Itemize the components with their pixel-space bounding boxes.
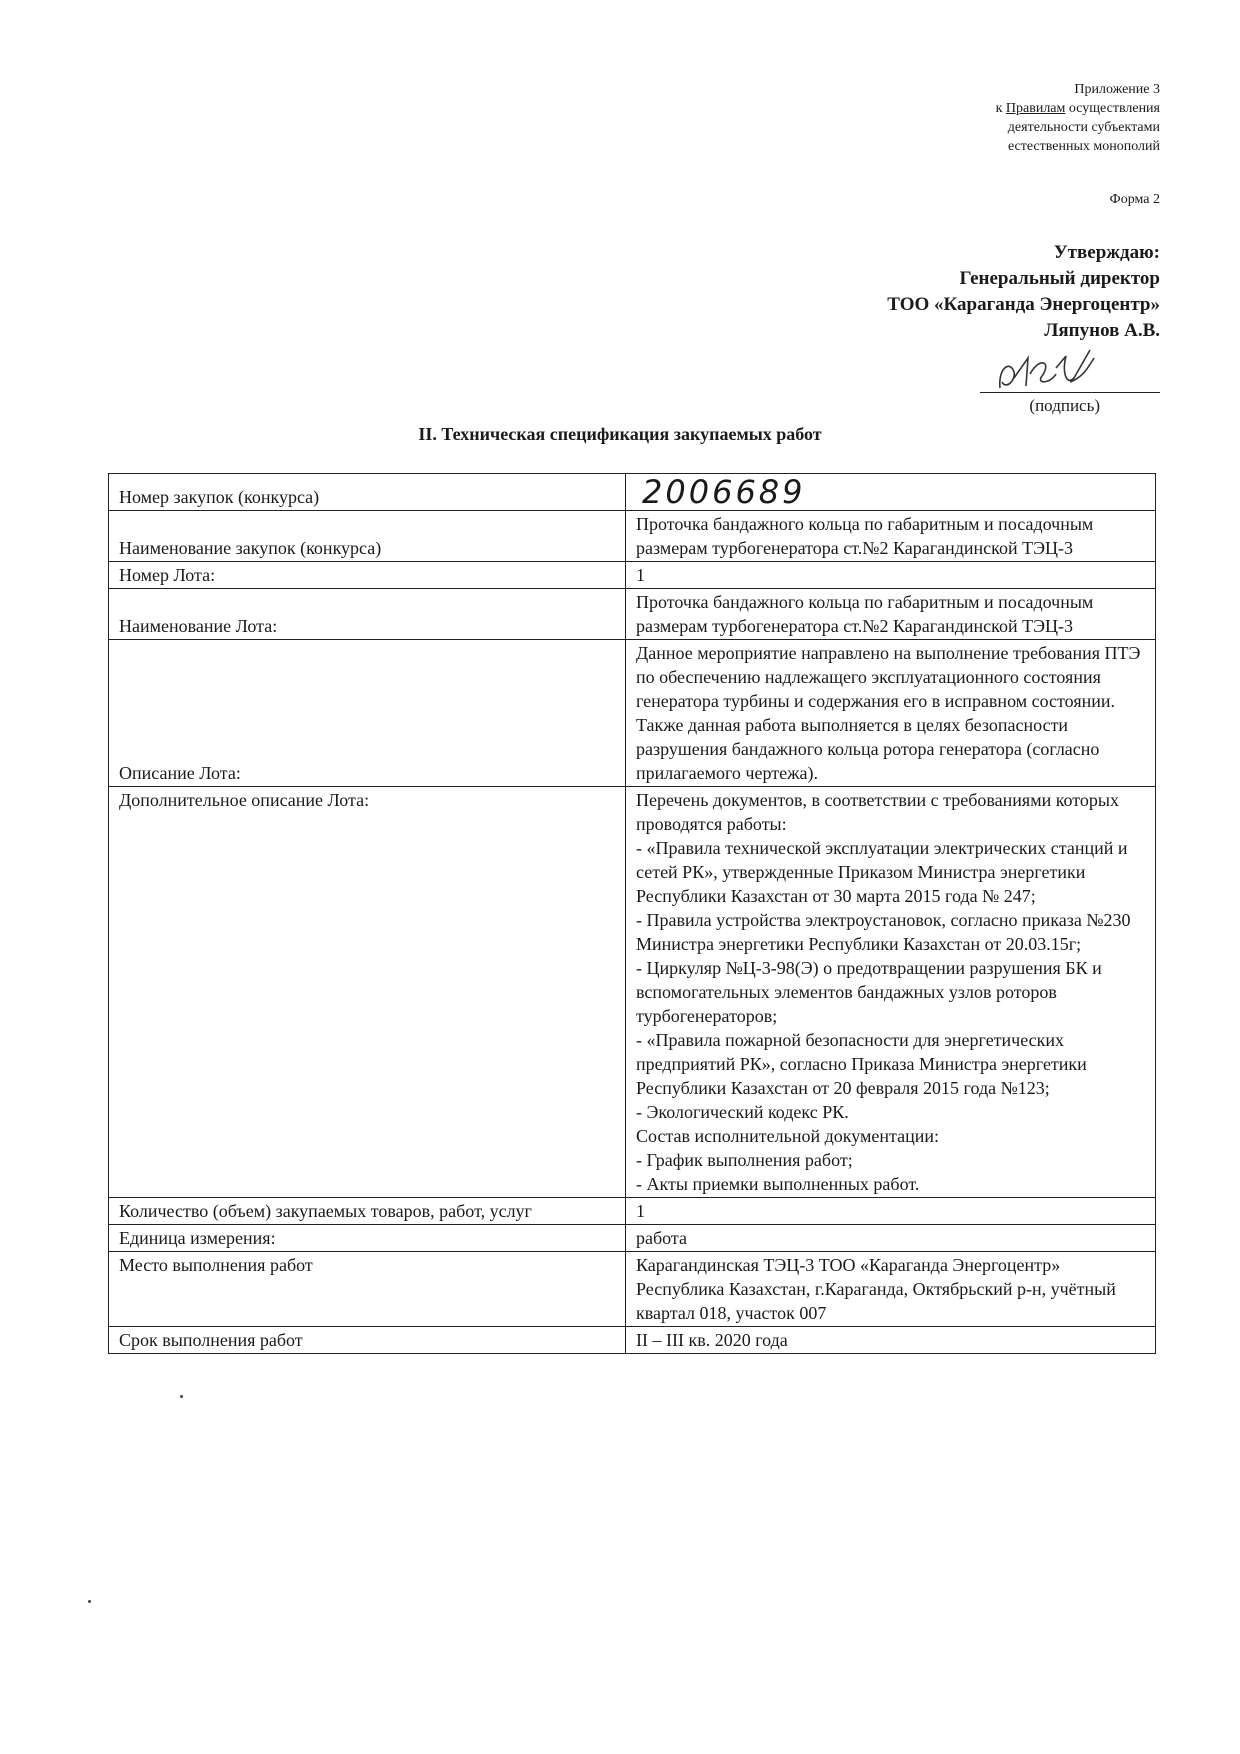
signature-line (980, 392, 1160, 393)
row-value: II – III кв. 2020 года (626, 1327, 1156, 1354)
row-label: Дополнительное описание Лота: (109, 787, 626, 1198)
location-line: Республика Казахстан, г.Караганда, Октябрьский р-н, учётный квартал 018, участок 007 (636, 1279, 1116, 1323)
table-row (109, 1225, 1156, 1252)
company-name: ТОО «Караганда Энергоцентр» (887, 294, 1160, 315)
row-value: Данное мероприятие направлено на выполнение требования ПТЭ по обеспечению надлежащего эксплуатационного состояния генератора турбины и содержания его в исправном состоянии. Также данная работа выполняется в целях безопасности разрушения бандажного кольца ротора генератора (согласно прилагаемого чертежа). (626, 640, 1156, 787)
row-label: Место выполнения работ (109, 1252, 626, 1327)
row-label: Срок выполнения работ (109, 1327, 626, 1354)
location-line: Карагандинская ТЭЦ-3 ТОО «Караганда Энергоцентр» (636, 1255, 1061, 1275)
table-row (109, 1252, 1156, 1327)
row-value (626, 1252, 1156, 1327)
appendix-line-1: Приложение 3 (1074, 82, 1160, 97)
appendix-line-4: естественных монополий (1007, 139, 1160, 154)
row-value: Проточка бандажного кольца по габаритным и посадочным размерам турбогенератора ст.№2 Карагандинской ТЭЦ-3 (626, 589, 1156, 640)
director-position: Генеральный директор (959, 268, 1160, 289)
doc-list-line: - «Правила пожарной безопасности для энергетических предприятий РК», согласно Приказа Министра энергетики Республики Казахстан от 20 февраля 2015 года №123; (636, 1030, 1087, 1098)
doc-list-line: - График выполнения работ; (636, 1150, 853, 1170)
doc-list-line: - Циркуляр №Ц-3-98(Э) о предотвращении разрушения БК и вспомогательных элементов бандажных узлов роторов турбогенераторов; (636, 958, 1102, 1026)
table-row (109, 640, 1156, 787)
doc-list-line: Перечень документов, в соответствии с требованиями которых проводятся работы: (636, 790, 1120, 834)
purchase-number: 2006689 (642, 473, 806, 511)
row-value: 1 (626, 1198, 1156, 1225)
row-label: Номер закупок (конкурса) (109, 474, 626, 511)
approve-word: Утверждаю: (1053, 242, 1160, 263)
table-row (109, 1327, 1156, 1354)
row-label: Наименование закупок (конкурса) (109, 511, 626, 562)
specification-table (108, 473, 1156, 1354)
table-row (109, 511, 1156, 562)
signature-image (970, 338, 1160, 398)
row-label: Наименование Лота: (109, 589, 626, 640)
form-number: Форма 2 (1109, 192, 1160, 207)
row-label: Номер Лота: (109, 562, 626, 589)
row-value: работа (626, 1225, 1156, 1252)
row-value (626, 787, 1156, 1198)
row-label: Количество (объем) закупаемых товаров, работ, услуг (109, 1198, 626, 1225)
scan-speck (88, 1600, 91, 1603)
appendix-line-2 (800, 99, 1160, 118)
appendix-header (800, 80, 1160, 156)
document-title: II. Техническая спецификация закупаемых работ (418, 424, 822, 444)
appendix-prefix: к (995, 101, 1006, 116)
table-row (109, 787, 1156, 1198)
scan-speck (180, 1395, 183, 1398)
row-label: Единица измерения: (109, 1225, 626, 1252)
appendix-suffix: осуществления (1065, 101, 1160, 116)
doc-list-line: - Правила устройства электроустановок, согласно приказа №230 Министра энергетики Республики Казахстан от 20.03.15г; (636, 910, 1131, 954)
rules-link[interactable]: Правилам (1005, 101, 1066, 116)
signature-scribble-icon (970, 338, 1160, 398)
row-label: Описание Лота: (109, 640, 626, 787)
doc-list-line: Состав исполнительной документации: (636, 1126, 939, 1146)
doc-list-line: - Экологический кодекс РК. (636, 1102, 849, 1122)
doc-list-line: - «Правила технической эксплуатации электрических станций и сетей РК», утвержденные Приказом Министра энергетики Республики Казахстан от 30 марта 2015 года № 247; (636, 838, 1128, 906)
appendix-line-3: деятельности субъектами (1007, 120, 1160, 135)
row-value: Проточка бандажного кольца по габаритным и посадочным размерам турбогенератора ст.№2 Карагандинской ТЭЦ-3 (626, 511, 1156, 562)
director-name: Ляпунов А.В. (1044, 320, 1160, 341)
row-value: 1 (626, 562, 1156, 589)
table-row (109, 474, 1156, 511)
table-row (109, 589, 1156, 640)
doc-list-line: - Акты приемки выполненных работ. (636, 1174, 920, 1194)
signature-caption: (подпись) (1029, 396, 1100, 415)
table-row (109, 1198, 1156, 1225)
approval-block (887, 240, 1160, 344)
table-row (109, 562, 1156, 589)
purchase-number-cell (626, 474, 1156, 511)
